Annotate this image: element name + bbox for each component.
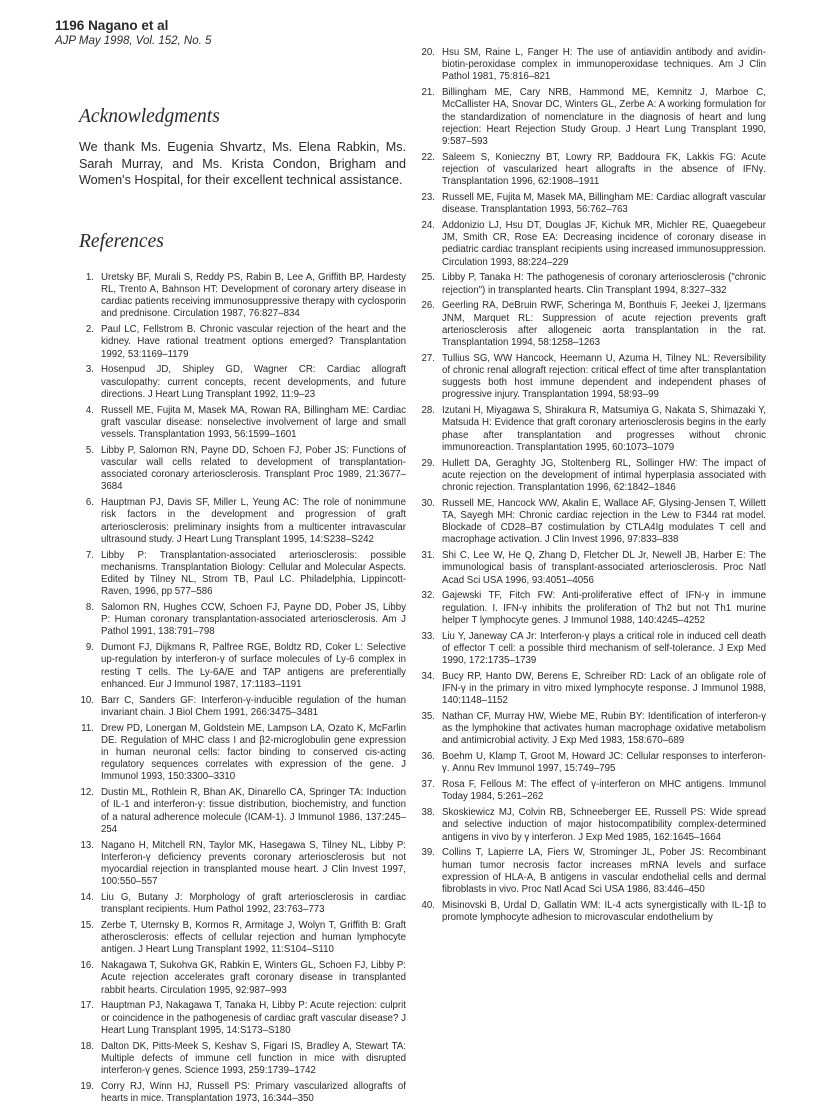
reference-item (420, 671, 766, 708)
reference-item (79, 272, 406, 321)
reference-text: Hauptman PJ, Nakagawa T, Tanaka H, Libby P: Acute rejection: culprit or coincidence in the pathogenesis of cardiac graft vascular disease? J Heart Lung Transplant 1995, 14:S173–S180 (101, 1000, 406, 1036)
reference-number: 13. (80, 839, 94, 851)
reference-item (420, 47, 766, 84)
reference-number: 14. (80, 892, 94, 904)
reference-text: Paul LC, Fellstrom B. Chronic vascular rejection of the heart and the kidney. Have rational treatment options emerged? Transplantation 1992, 53:1169–1179 (101, 324, 406, 360)
reference-item (420, 847, 766, 896)
reference-number: 24. (421, 220, 435, 232)
references-list-left (79, 272, 406, 1105)
reference-text: Libby P, Tanaka H: The pathogenesis of coronary arteriosclerosis ("chronic rejection") in transplanted hearts. Clin Transplant 1994, 8:327–332 (442, 272, 766, 296)
reference-item (420, 550, 766, 587)
reference-text: Misinovski B, Urdal D, Gallatin WM: IL-4 acts synergistically with IL-1β to promote lymphocyte adhesion to microvascular endothelium by (442, 899, 766, 924)
reference-text: Hullett DA, Geraghty JG, Stoltenberg RL, Sollinger HW: The impact of acute rejection on the development of intimal hyperplasia associated with chronic rejection. Transplantation 1996, 62:1842–1846 (442, 457, 766, 494)
reference-item (420, 631, 766, 668)
reference-text: Corry RJ, Winn HJ, Russell PS: Primary vascularized allografts of hearts in mice. Transplantation 1973, 16:344–350 (101, 1080, 406, 1105)
reference-number: 8. (85, 602, 94, 614)
header-authors: Nagano et al (88, 18, 169, 33)
reference-number: 4. (85, 404, 94, 416)
reference-text: Russell ME, Fujita M, Masek MA, Rowan RA, Billingham ME: Cardiac graft vascular disease: nonselective involvement of large and small vessels. Transplantation 1993, 56:1599–1601 (101, 404, 406, 440)
reference-number: 12. (80, 787, 94, 799)
reference-text: Hosenpud JD, Shipley GD, Wagner CR: Cardiac allograft vasculopathy: current concepts, recent developments, and future directions. J Heart Lung Transplant 1992, 11:9–23 (101, 364, 406, 400)
reference-item (420, 220, 766, 269)
acknowledgments-title: Acknowledgments (79, 106, 220, 127)
page-number: 1196 (55, 18, 85, 33)
reference-text: Libby P, Salomon RN, Payne DD, Schoen FJ, Pober JS: Functions of vascular wall cells related to development of transplantation-associated coronary arteriosclerosis. Transplant Proc 1989, 21:3677–3684 (101, 444, 406, 493)
reference-item (420, 498, 766, 547)
reference-text: Skoskiewicz MJ, Colvin RB, Schneeberger EE, Russell PS: Wide spread and selective induction of major histocompatibility complex-determined antigens in vivo by γ interferon. J Exp Med 1985, 162:1645–1664 (442, 807, 766, 843)
reference-item (420, 779, 766, 803)
reference-number: 30. (421, 497, 435, 509)
reference-item (79, 960, 406, 997)
reference-text: Drew PD, Lonergan M, Goldstein ME, Lampson LA, Ozato K, McFarlin DE. Regulation of MHC class I and β2-microglobulin gene expression in human neuronal cells: factor binding to conserved cis-acting regulatory sequences correlates with expression of the gene. J Immunol 1993, 150:3300–3310 (101, 722, 406, 783)
reference-number: 23. (421, 192, 435, 204)
reference-number: 32. (421, 590, 435, 602)
reference-number: 26. (421, 300, 435, 312)
reference-text: Rosa F, Fellous M: The effect of γ-interferon on MHC antigens. Immunol Today 1984, 5:261–262 (442, 779, 766, 803)
reference-item (420, 353, 766, 402)
reference-text: Addonizio LJ, Hsu DT, Douglas JF, Kichuk MR, Michler RE, Quaegebeur JM, Smith CR, Rose EA: Decreasing incidence of coronary disease in pediatric cardiac transplant recipients using increased immunosuppression. Circulation 1993, 88:224–229 (442, 220, 766, 268)
reference-text: Billingham ME, Cary NRB, Hammond ME, Kemnitz J, Marboe C, McCallister HA, Snovar DC, Winters GL, Zerbe A: A working formulation for the standardization of nomenclature in the diagnosis of heart and lung rejection: Heart Rejection Study Group. J Heart Lung Transplant 1990, 9:587–593 (442, 87, 766, 148)
reference-number: 16. (80, 960, 94, 972)
reference-number: 5. (85, 444, 94, 456)
reference-text: Zerbe T, Uternsky B, Kormos R, Armitage J, Wolyn T, Griffith B: Graft atherosclerosis: effects of cellular rejection and human lymphocyte antigen. J Heart Lung Transplant 1992, 11:S104–S110 (101, 920, 406, 956)
reference-number: 20. (421, 47, 435, 58)
reference-item (420, 590, 766, 627)
reference-text: Tullius SG, WW Hancock, Heemann U, Azuma H, Tilney NL: Reversibility of chronic renal allograft rejection: critical effect of time after transplantation suggests both host immune dependent and independent phases of progressive injury. Transplantation 1994, 58:93–99 (442, 352, 766, 401)
reference-item (420, 405, 766, 454)
reference-text: Russell ME, Fujita M, Masek MA, Billingham ME: Cardiac allograft vascular disease. Transplantation 1993, 56:762–763 (442, 192, 766, 216)
reference-text: Izutani H, Miyagawa S, Shirakura R, Matsumiya G, Nakata S, Shimazaki Y, Matsuda H: Evidence that graft coronary arteriosclerosis begins in the early phase after transplantation and progresses without chronic immunoreaction. Transplantation 1995, 60:1073–1079 (442, 405, 766, 453)
reference-text: Nathan CF, Murray HW, Wiebe ME, Rubin BY: Identification of interferon-γ as the lymphokine that activates human macrophage oxidative metabolism and antimicrobial activity. J Exp Med 1983, 158:670–689 (442, 711, 766, 747)
reference-item (79, 445, 406, 494)
reference-item (79, 364, 406, 401)
reference-number: 37. (421, 779, 435, 791)
references-title: References (79, 230, 164, 252)
reference-item (79, 787, 406, 836)
reference-number: 28. (421, 405, 435, 417)
reference-number: 10. (80, 694, 94, 706)
left-column (79, 106, 406, 1109)
reference-text: Saleem S, Konieczny BT, Lowry RP, Baddoura FK, Lakkis FG: Acute rejection of vascularized heart allografts in the absence of IFNγ. Transplantation 1996, 62:1908–1911 (442, 151, 766, 188)
reference-number: 17. (80, 1000, 94, 1012)
references-list-right (420, 47, 766, 924)
running-header (55, 18, 211, 48)
reference-text: Collins T, Lapierre LA, Fiers W, Strominger JL, Pober JS: Recombinant human tumor necrosis factor increases mRNA levels and surface expression of HLA-A, B antigens in vascular endothelial cells and dermal fibroblasts in vivo. Proc Natl Acad Sci USA 1986, 83:446–450 (442, 847, 766, 896)
reference-number: 39. (421, 847, 435, 859)
reference-number: 27. (421, 352, 435, 364)
reference-text: Hauptman PJ, Davis SF, Miller L, Yeung AC: The role of nonimmune risk factors in the development and progression of graft arteriosclerosis: preliminary insights from a multicenter intravascular ultrasound study. J Heart Lung Transplant 1995, 14:S238–S242 (101, 497, 406, 545)
reference-item (79, 497, 406, 546)
acknowledgments-text: We thank Ms. Eugenia Shvartz, Ms. Elena Rabkin, Ms. Sarah Murray, and Ms. Krista Condon, Brigham and Women's Hospital, for their excellent technical assistance. (79, 140, 406, 188)
reference-item (79, 1000, 406, 1037)
reference-item (79, 1041, 406, 1078)
reference-number: 21. (421, 87, 435, 99)
reference-number: 35. (421, 711, 435, 723)
reference-item (420, 272, 766, 296)
reference-number: 33. (421, 630, 435, 642)
reference-item (79, 695, 406, 719)
reference-item (79, 550, 406, 599)
reference-text: Hsu SM, Raine L, Fanger H: The use of antiavidin antibody and avidin-biotin-peroxidase complex in immunoperoxidase techniques. Am J Clin Pathol 1981, 75:816–821 (442, 47, 766, 83)
reference-number: 40. (421, 899, 435, 911)
reference-number: 25. (421, 272, 435, 284)
reference-number: 18. (80, 1040, 94, 1052)
reference-text: Dumont FJ, Dijkmans R, Palfree RGE, Boldtz RD, Coker L: Selective up-regulation by interferon-γ of surface molecules of Ly-6 complex in resting T cells. The Ly-6A/E and TAP antigens are preferentially enhanced. Eur J Immunol 1987, 17:1183–1191 (101, 642, 406, 690)
reference-item (420, 711, 766, 748)
reference-number: 2. (85, 324, 94, 336)
reference-item (420, 458, 766, 495)
reference-item (420, 300, 766, 349)
reference-number: 29. (421, 457, 435, 469)
reference-item (79, 324, 406, 361)
reference-number: 36. (421, 751, 435, 763)
reference-text: Bucy RP, Hanto DW, Berens E, Schreiber RD: Lack of an obligate role of IFN-γ in the primary in vitro mixed lymphocyte response. J Immunol 1988, 140:1148–1152 (442, 670, 766, 707)
reference-item (79, 920, 406, 957)
reference-number: 11. (81, 722, 94, 734)
reference-text: Nagano H, Mitchell RN, Taylor MK, Hasegawa S, Tilney NL, Libby P: Interferon-γ deficiency prevents coronary arteriosclerosis but not myocardial rejection in transplanted mouse heart. J Clin Invest 1997, 100:550–557 (101, 839, 406, 888)
reference-item (79, 602, 406, 639)
reference-number: 1. (85, 271, 94, 283)
reference-text: Barr C, Sanders GF: Interferon-γ-inducible regulation of the human invariant chain. J Biol Chem 1991, 266:3475–3481 (101, 694, 406, 718)
reference-item (79, 405, 406, 442)
reference-number: 34. (421, 670, 435, 682)
reference-item (420, 751, 766, 775)
reference-text: Salomon RN, Hughes CCW, Schoen FJ, Payne DD, Pober JS, Libby P: Human coronary transplantation-associated arteriosclerosis. Am J Pathol 1991, 138:791–798 (101, 602, 406, 638)
reference-text: Russell ME, Hancock WW, Akalin E, Wallace AF, Glysing-Jensen T, Willett TA, Sayegh MH: Chronic cardiac rejection in the Lew to F344 rat model. Blockade of CD28–B7 costimulation by CTLA4Ig modulates T cell and macrophage activation. J Clin Invest 1996, 97:833–838 (442, 497, 766, 546)
reference-number: 31. (421, 550, 435, 562)
journal-line: AJP May 1998, Vol. 152, No. 5 (55, 35, 212, 47)
reference-item (79, 840, 406, 889)
reference-number: 6. (85, 497, 94, 509)
reference-text: Geerling RA, DeBruin RWF, Scheringa M, Bonthuis F, Jeekei J, Ijzermans JNM, Marquet RL: Suppression of acute rejection prevents graft arteriosclerosis after allogeneic aorta transplantation in the rat. Transplantation 1994, 58:1258–1263 (442, 300, 766, 349)
reference-number: 9. (85, 642, 94, 654)
reference-number: 19. (80, 1080, 94, 1092)
header-page-authors (55, 18, 211, 34)
reference-text: Shi C, Lee W, He Q, Zhang D, Fletcher DL Jr, Newell JB, Harber E: The immunological basis of transplant-associated arteriosclerosis. Proc Natl Acad Sci USA 1996, 93:4051–4056 (442, 550, 766, 586)
reference-text: Boehm U, Klamp T, Groot M, Howard JC: Cellular responses to interferon-γ. Annu Rev Immunol 1997, 15:749–795 (442, 751, 766, 775)
reference-item (79, 642, 406, 691)
reference-text: Dustin ML, Rothlein R, Bhan AK, Dinarello CA, Springer TA: Induction of IL-1 and interferon-γ: tissue distribution, biochemistry, and function of a natural adherence molecule (ICAM-1). J Immunol 1986, 137:245–254 (101, 787, 406, 835)
reference-text: Liu G, Butany J: Morphology of graft arteriosclerosis in cardiac transplant recipients. Hum Pathol 1992, 23:763–773 (101, 892, 406, 916)
reference-text: Nakagawa T, Sukohva GK, Rabkin E, Winters GL, Schoen FJ, Libby P: Acute rejection accelerates graft coronary disease in transplanted rabbit hearts. Circulation 1995, 92:987–993 (101, 960, 406, 996)
reference-number: 3. (85, 364, 94, 376)
right-column (420, 47, 766, 928)
reference-text: Libby P: Transplantation-associated arteriosclerosis: possible mechanisms. Transplantation Biology: Cellular and Molecular Aspects. Edited by Tilney NL, Strom TB, Paul LC. Philadelphia, Lippincott-Raven, 1996, pp 577–586 (101, 549, 406, 598)
reference-item (420, 87, 766, 148)
reference-text: Uretsky BF, Murali S, Reddy PS, Rabin B, Lee A, Griffith BP, Hardesty RL, Trento A, Bahnson HT: Development of coronary artery disease in cardiac patients receiving immunosuppressive therapy with cyclosporin and prednisone. Circulation 1987, 76:827–834 (101, 271, 406, 320)
reference-text: Liu Y, Janeway CA Jr: Interferon-γ plays a critical role in induced cell death of effector T cell: a possible third mechanism of self-tolerance. J Exp Med 1990, 172:1735–1739 (442, 630, 766, 667)
reference-item (420, 192, 766, 216)
reference-number: 38. (421, 807, 435, 819)
reference-item (79, 892, 406, 916)
reference-item (79, 723, 406, 784)
reference-item (420, 900, 766, 924)
reference-number: 22. (421, 151, 435, 163)
reference-item (420, 152, 766, 189)
reference-number: 15. (80, 920, 94, 932)
reference-text: Dalton DK, Pitts-Meek S, Keshav S, Figari IS, Bradley A, Stewart TA: Multiple defects of immune cell function in mice with disrupted interferon-γ genes. Science 1993, 259:1739–1742 (101, 1040, 406, 1077)
reference-item (420, 807, 766, 844)
reference-number: 7. (85, 549, 94, 561)
reference-text: Gajewski TF, Fitch FW: Anti-proliferative effect of IFN-γ in immune regulation. I. IFN-γ inhibits the proliferation of Th2 but not Th1 murine helper T lymphocyte genes. J Immunol 1988, 140:4245–4252 (442, 590, 766, 626)
